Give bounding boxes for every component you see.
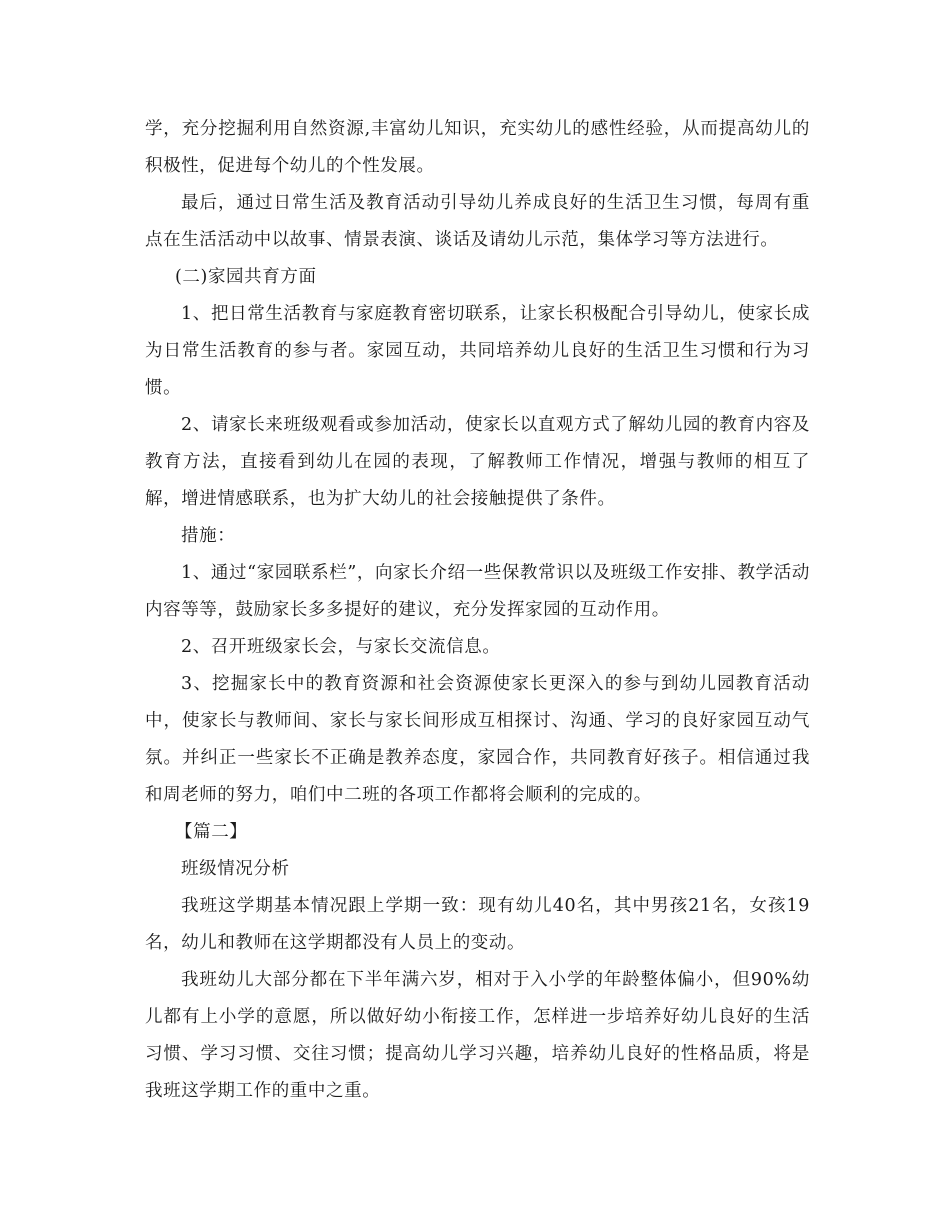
paragraph-7: 1、通过“家园联系栏”，向家长介绍一些保教常识以及班级工作安排、教学活动内容等等，鼓励家长多多提好的建议，充分发挥家园的互动作用。	[145, 563, 810, 620]
part-two-heading: 【篇二】	[175, 822, 248, 842]
paragraph-2: 最后，通过日常生活及教育活动引导幼儿养成良好的生活卫生习惯，每周有重点在生活活动中以故事、情景表演、谈话及请幼儿示范，集体学习等方法进行。	[145, 193, 810, 250]
paragraph-12: 我班这学期基本情况跟上学期一致：现有幼儿40名，其中男孩21名，女孩19名，幼儿和教师在这学期都没有人员上的变动。	[145, 896, 810, 953]
paragraph-5: 2、请家长来班级观看或参加活动，使家长以直观方式了解幼儿园的教育内容及教育方法，直接看到幼儿在园的表现，了解教师工作情况，增强与教师的相互了解，增进情感联系，也为扩大幼儿的社会接触提供了条件。	[145, 415, 810, 509]
paragraph-9: 3、挖掘家长中的教育资源和社会资源使家长更深入的参与到幼儿园教育活动中，使家长与教师间、家长与家长间形成互相探讨、沟通、学习的良好家园互动气氛。并纠正一些家长不正确是教养态度，家园合作，共同教育好孩子。相信通过我和周老师的努力，咱们中二班的各项工作都将会顺利的完成的。	[145, 674, 810, 805]
document-body	[145, 111, 810, 1110]
paragraph-8: 2、召开班级家长会，与家长交流信息。	[181, 637, 501, 657]
paragraph-1: 学，充分挖掘利用自然资源,丰富幼儿知识，充实幼儿的感性经验，从而提高幼儿的积极性，促进每个幼儿的个性发展。	[145, 119, 810, 176]
section-heading-home-school: (二)家园共育方面	[175, 267, 317, 287]
class-analysis-heading: 班级情况分析	[181, 859, 290, 879]
paragraph-13: 我班幼儿大部分都在下半年满六岁，相对于入小学的年龄整体偏小，但90%幼儿都有上小学的意愿，所以做好幼小衔接工作，怎样进一步培养好幼儿良好的生活习惯、学习习惯、交往习惯；提高幼儿学习兴趣，培养幼儿良好的性格品质，将是我班这学期工作的重中之重。	[145, 970, 810, 1101]
measures-heading: 措施：	[181, 526, 236, 546]
paragraph-4: 1、把日常生活教育与家庭教育密切联系，让家长积极配合引导幼儿，使家长成为日常生活教育的参与者。家园互动，共同培养幼儿良好的生活卫生习惯和行为习惯。	[145, 304, 810, 398]
